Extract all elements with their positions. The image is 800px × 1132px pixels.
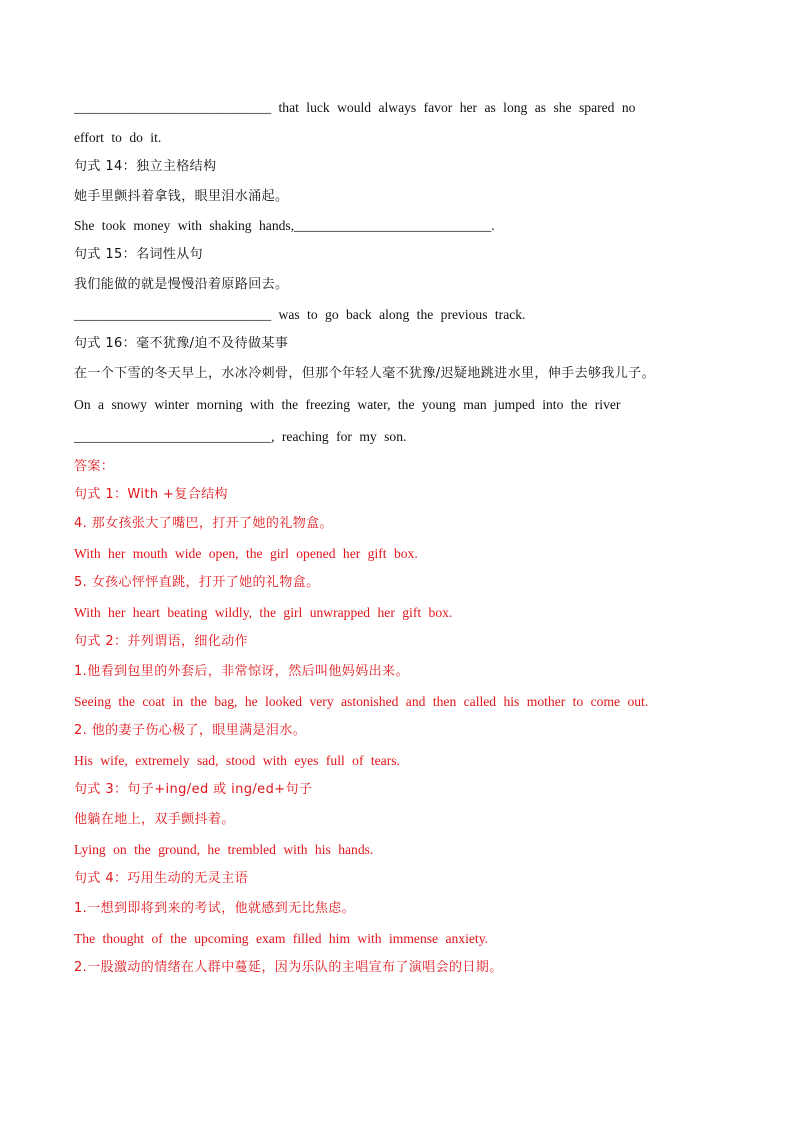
answer-pattern-3-chinese: 他躺在地上，双手颤抖着。 bbox=[74, 812, 235, 827]
answer-5-english: With her heart beating wildly, the girl unwrapped her gift box. bbox=[74, 605, 453, 620]
answer-pattern-2-heading: 句式 2：并列谓语，细化动作 bbox=[74, 634, 249, 649]
pattern-14-heading: 句式 14：独立主格结构 bbox=[74, 159, 217, 174]
pattern-15-chinese-sentence: 我们能做的就是慢慢沿着原路回去。 bbox=[74, 277, 289, 292]
answer-pattern-1-heading: 句式 1：With +复合结构 bbox=[74, 487, 228, 502]
answer-pattern-4-item-1-english: The thought of the upcoming exam filled him with immense anxiety. bbox=[74, 931, 489, 946]
answer-5-chinese: 5. 女孩心怦怦直跳，打开了她的礼物盒。 bbox=[74, 575, 320, 590]
exercise-13-answer-line: _____________________________ that luck would always favor her as long as she spared no bbox=[74, 100, 636, 115]
answer-pattern-2-item-2-english: His wife, extremely sad, stood with eyes full of tears. bbox=[74, 753, 400, 768]
answer-pattern-2-item-2-chinese: 2. 他的妻子伤心极了，眼里满是泪水。 bbox=[74, 723, 307, 738]
answer-pattern-2-item-1-chinese: 1.他看到包里的外套后，非常惊讶，然后叫他妈妈出来。 bbox=[74, 664, 409, 679]
answer-pattern-4-item-1-chinese: 1.一想到即将到来的考试，他就感到无比焦虑。 bbox=[74, 901, 356, 916]
answers-heading: 答案： bbox=[74, 459, 115, 474]
pattern-16-english-sentence: On a snowy winter morning with the freezing water, the young man jumped into the river bbox=[74, 397, 621, 412]
pattern-16-english-blank: _____________________________, reaching for my son. bbox=[74, 429, 407, 444]
answer-4-chinese: 4. 那女孩张大了嘴巴，打开了她的礼物盒。 bbox=[74, 516, 333, 531]
pattern-15-heading: 句式 15：名词性从句 bbox=[74, 247, 204, 262]
pattern-15-english-blank: _____________________________ was to go back along the previous track. bbox=[74, 307, 526, 322]
exercise-13-continuation: effort to do it. bbox=[74, 130, 162, 145]
pattern-16-chinese-sentence: 在一个下雪的冬天早上，水冰冷刺骨，但那个年轻人毫不犹豫/迟疑地跳进水里，伸手去够我儿子。 bbox=[74, 366, 655, 381]
pattern-14-chinese-sentence: 她手里颤抖着拿钱，眼里泪水涌起。 bbox=[74, 189, 289, 204]
answer-pattern-4-item-2-chinese: 2.一股激动的情绪在人群中蔓延，因为乐队的主唱宣布了演唱会的日期。 bbox=[74, 960, 503, 975]
pattern-14-english-blank: She took money with shaking hands,_____________________________. bbox=[74, 218, 495, 233]
answer-pattern-3-english: Lying on the ground, he trembled with his hands. bbox=[74, 842, 374, 857]
pattern-16-heading: 句式 16：毫不犹豫/迫不及待做某事 bbox=[74, 336, 289, 351]
answer-pattern-2-item-1-english: Seeing the coat in the bag, he looked very astonished and then called his mother to come out. bbox=[74, 694, 649, 709]
answer-pattern-4-heading: 句式 4：巧用生动的无灵主语 bbox=[74, 871, 249, 886]
answer-pattern-3-heading: 句式 3：句子+ing/ed 或 ing/ed+句子 bbox=[74, 782, 313, 797]
answer-4-english: With her mouth wide open, the girl opened her gift box. bbox=[74, 546, 418, 561]
